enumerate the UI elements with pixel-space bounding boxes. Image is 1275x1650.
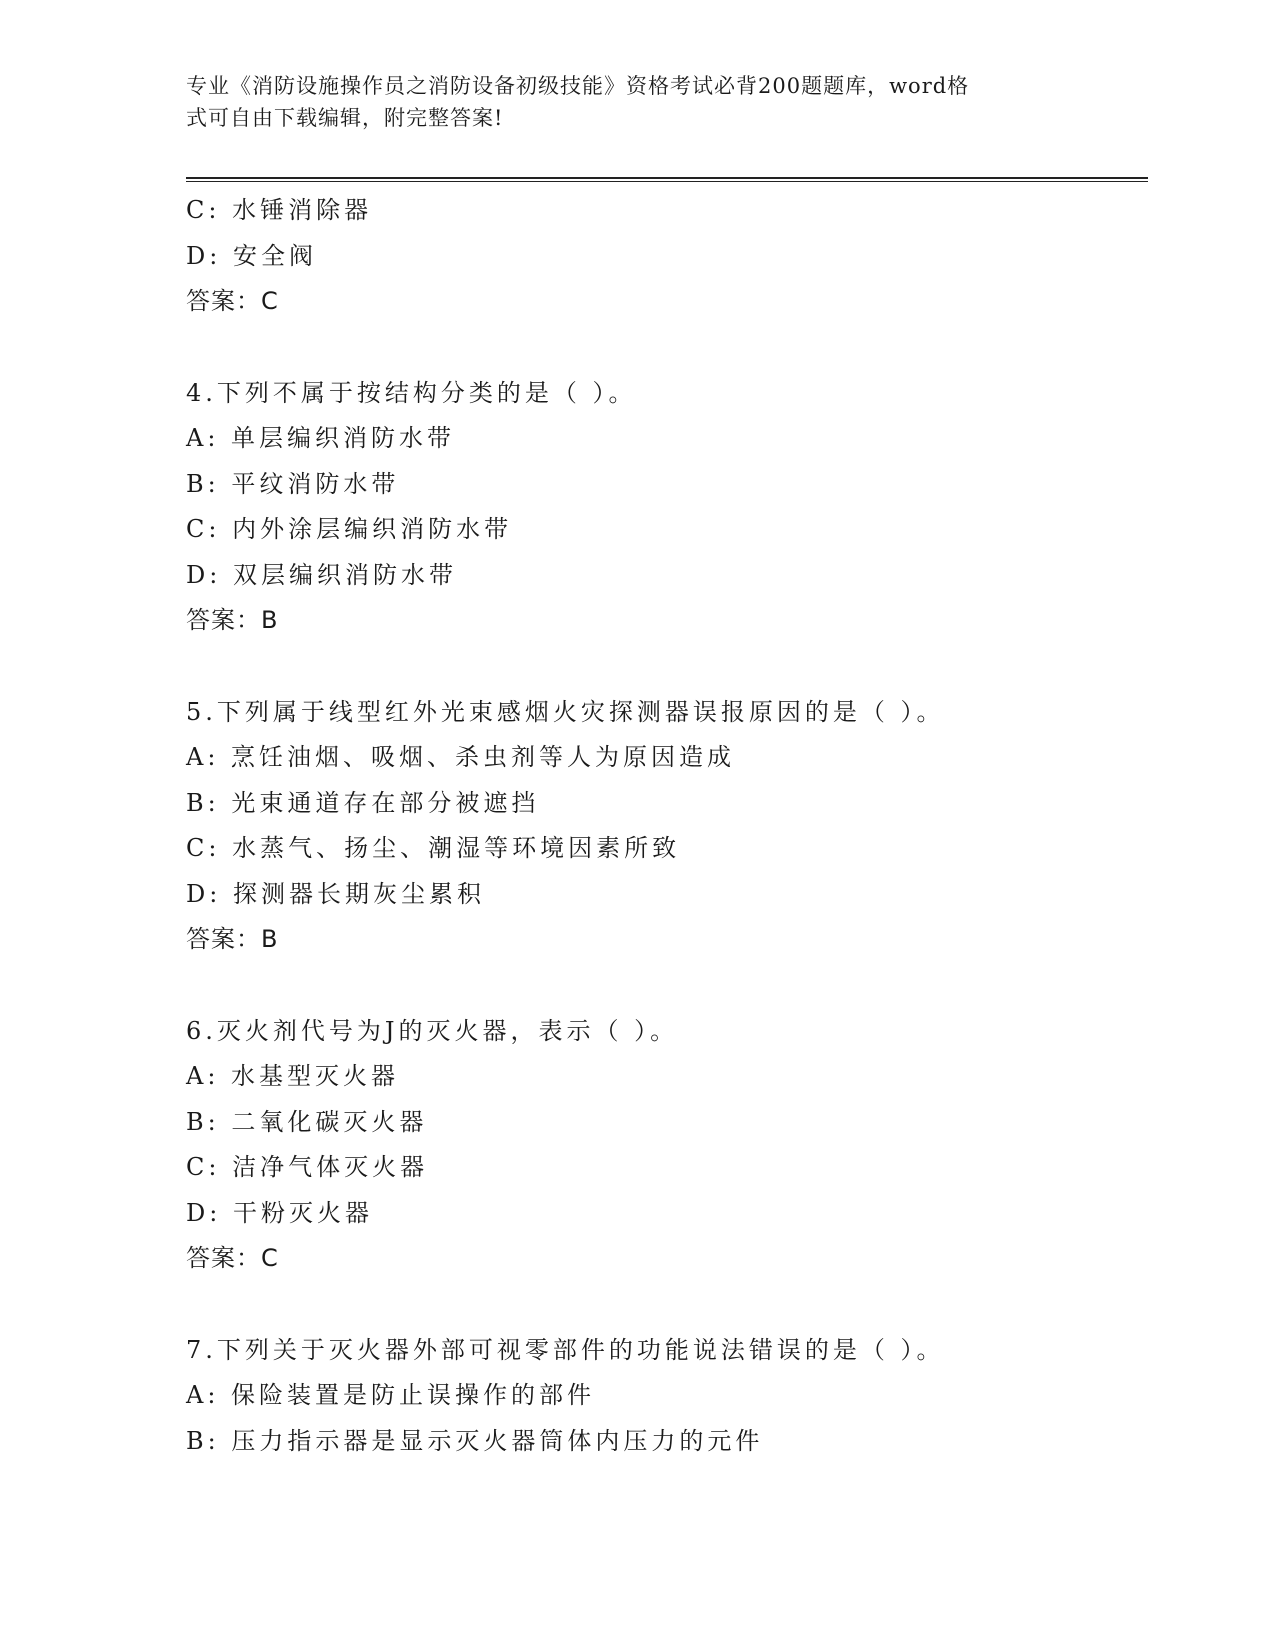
question-block	[186, 371, 1146, 644]
answer-line: 答案：B	[186, 925, 279, 953]
question-block	[186, 690, 1146, 963]
option-d: D: 探测器长期灰尘累积	[186, 879, 485, 908]
option-b: B: 平纹消防水带	[186, 469, 400, 498]
question-text: 4.下列不属于按结构分类的是（ ）。	[186, 378, 637, 407]
question-text: 6.灭火剂代号为J的灭火器，表示（ ）。	[186, 1016, 679, 1045]
page-header	[186, 70, 1066, 134]
option-d: D: 干粉灭火器	[186, 1198, 373, 1227]
question-list	[186, 188, 1146, 1464]
option-a: A: 保险装置是防止误操作的部件	[186, 1381, 596, 1409]
option-a: A: 单层编织消防水带	[186, 424, 456, 452]
option-d: D: 双层编织消防水带	[186, 560, 457, 589]
option-c: C: 内外涂层编织消防水带	[186, 515, 513, 543]
question-block	[186, 1328, 1146, 1465]
header-divider	[186, 177, 1148, 182]
option-c: C: 水锤消除器	[186, 196, 373, 224]
spacer	[186, 325, 1146, 371]
spacer	[186, 963, 1146, 1009]
option-c: C: 洁净气体灭火器	[186, 1153, 429, 1181]
question-block	[186, 1009, 1146, 1282]
option-a: A: 烹饪油烟、吸烟、杀虫剂等人为原因造成	[186, 743, 736, 771]
answer-line: 答案：B	[186, 606, 279, 634]
header-line-1: 专业《消防设施操作员之消防设备初级技能》资格考试必背200题题库，word格	[186, 74, 970, 98]
option-c: C: 水蒸气、扬尘、潮湿等环境因素所致	[186, 834, 681, 862]
answer-line: 答案：C	[186, 1244, 279, 1272]
option-b: B: 光束通道存在部分被遮挡	[186, 788, 540, 817]
header-line-2: 式可自由下载编辑，附完整答案!	[186, 106, 504, 130]
option-b: B: 压力指示器是显示灭火器筒体内压力的元件	[186, 1426, 764, 1455]
answer-line: 答案：C	[186, 287, 279, 315]
option-a: A: 水基型灭火器	[186, 1062, 400, 1090]
option-b: B: 二氧化碳灭火器	[186, 1107, 428, 1136]
spacer	[186, 644, 1146, 690]
spacer	[186, 1282, 1146, 1328]
option-d: D: 安全阀	[186, 241, 317, 270]
question-block	[186, 188, 1146, 325]
question-text: 5.下列属于线型红外光束感烟火灾探测器误报原因的是（ ）。	[186, 697, 945, 726]
question-text: 7.下列关于灭火器外部可视零部件的功能说法错误的是（ ）。	[186, 1335, 945, 1364]
